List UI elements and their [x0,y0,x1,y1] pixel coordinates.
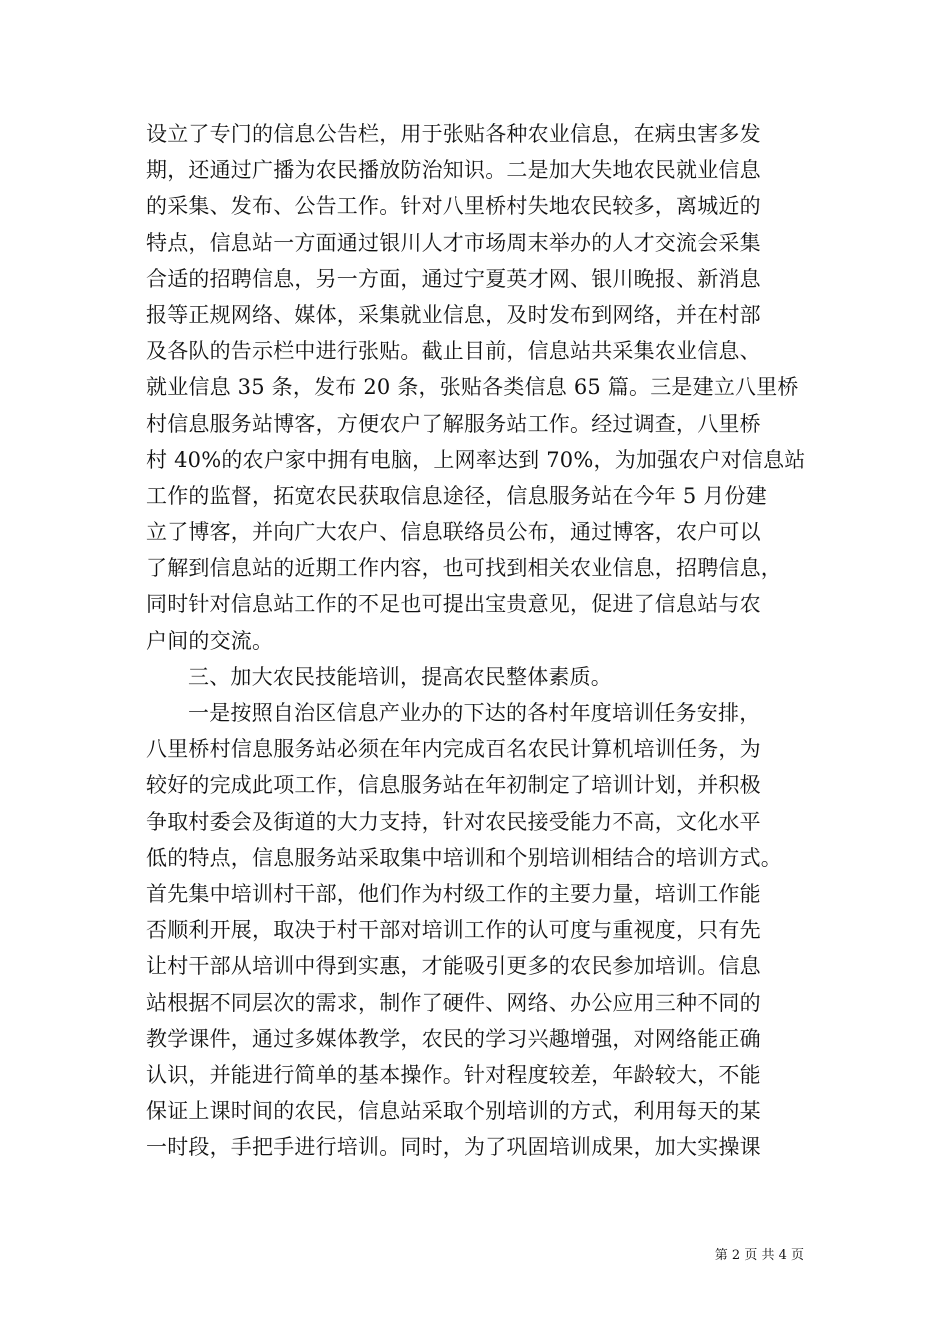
text-line: 立了博客，并向广大农户、信息联络员公布，通过博客，农户可以 [146,520,761,545]
text-line: 工作的监督，拓宽农民获取信息途径，信息服务站在今年 5 月份建 [146,483,767,508]
text-line: 教学课件，通过多媒体教学，农民的学习兴趣增强，对网络能正确 [146,1026,761,1051]
text-line: 了解到信息站的近期工作内容，也可找到相关农业信息，招聘信息， [146,556,782,581]
document-body [146,116,806,1165]
text-line: 村信息服务站博客，方便农户了解服务站工作。经过调查，八里桥 [146,411,761,436]
text-line: 一是按照自治区信息产业办的下达的各村年度培训任务安排， [188,701,761,725]
text-line: 同时针对信息站工作的不足也可提出宝贵意见，促进了信息站与农 [146,592,761,617]
text-line: 合适的招聘信息，另一方面，通过宁夏英才网、银川晚报、新消息 [146,266,761,291]
text-line: 八里桥村信息服务站必须在年内完成百名农民计算机培训任务，为 [146,737,761,762]
text-line: 村 40%的农户家中拥有电脑，上网率达到 70%，为加强农户对信息站 [146,447,806,472]
text-line: 让村干部从培训中得到实惠，才能吸引更多的农民参加培训。信息 [146,954,761,979]
text-line: 否顺利开展，取决于村干部对培训工作的认可度与重视度，只有先 [146,918,761,943]
text-line: 期，还通过广播为农民播放防治知识。二是加大失地农民就业信息 [146,158,761,183]
text-line: 低的特点，信息服务站采取集中培训和个别培训相结合的培训方式。 [146,845,782,870]
text-line: 首先集中培训村干部，他们作为村级工作的主要力量，培训工作能 [146,881,761,906]
text-line: 及各队的告示栏中进行张贴。截止目前，信息站共采集农业信息、 [146,339,761,364]
text-line: 争取村委会及街道的大力支持，针对农民接受能力不高，文化水平 [146,809,761,834]
text-line: 认识，并能进行简单的基本操作。针对程度较差，年龄较大，不能 [146,1062,761,1087]
page-number-footer: 第 2 页 共 4 页 [714,1248,804,1263]
text-line: 保证上课时间的农民，信息站采取个别培训的方式，利用每天的某 [146,1099,761,1124]
text-line: 一时段，手把手进行培训。同时，为了巩固培训成果，加大实操课 [146,1135,761,1160]
text-line: 较好的完成此项工作，信息服务站在年初制定了培训计划，并积极 [146,773,761,798]
text-line: 就业信息 35 条，发布 20 条，张贴各类信息 65 篇。三是建立八里桥 [146,375,799,400]
text-line: 设立了专门的信息公告栏，用于张贴各种农业信息，在病虫害多发 [146,122,761,146]
text-line: 站根据不同层次的需求，制作了硬件、网络、办公应用三种不同的 [146,990,761,1015]
text-line: 三、加大农民技能培训，提高农民整体素质。 [188,664,612,689]
text-line: 户间的交流。 [146,628,274,653]
text-line: 报等正规网络、媒体，采集就业信息，及时发布到网络，并在村部 [146,302,761,327]
text-line: 的采集、发布、公告工作。针对八里桥村失地农民较多，离城近的 [146,194,761,219]
text-line: 特点，信息站一方面通过银川人才市场周末举办的人才交流会采集 [146,230,761,255]
